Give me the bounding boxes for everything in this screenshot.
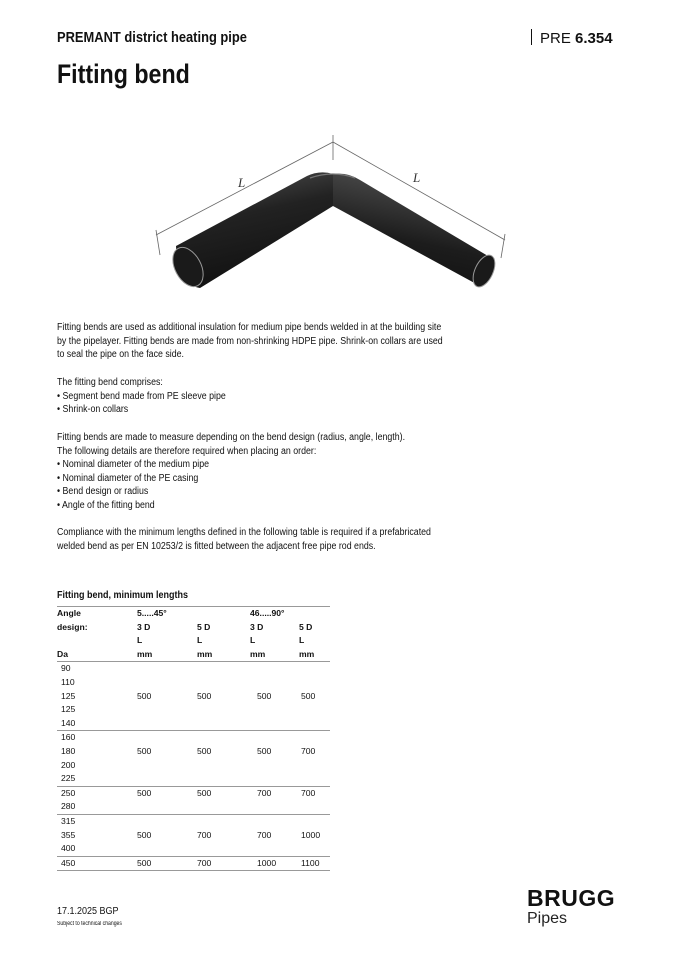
table-header-row xyxy=(57,634,330,648)
document-reference xyxy=(531,29,613,47)
length-value: 500 xyxy=(137,690,152,701)
length-value: 700 xyxy=(257,829,272,840)
angle-range-2: 46.....90° xyxy=(250,608,285,618)
da-value: 110 xyxy=(61,676,75,687)
compliance-line: welded bend as per EN 10253/2 is fitted between the adjacent free pipe rod ends. xyxy=(57,540,376,552)
length-value: 500 xyxy=(137,857,152,868)
table-row xyxy=(57,772,330,787)
order-section xyxy=(57,431,657,512)
document-series-title: PREMANT district heating pipe xyxy=(57,29,247,46)
list-item: • Segment bend made from PE sleeve pipe xyxy=(57,390,226,402)
design-label: design: xyxy=(57,621,88,632)
list-item: • Angle of the fitting bend xyxy=(57,499,155,511)
comprises-section xyxy=(57,376,657,417)
divider xyxy=(531,29,532,45)
table-row xyxy=(57,759,330,773)
length-value: 700 xyxy=(197,829,212,840)
unit-label: mm xyxy=(250,648,266,659)
length-value: 500 xyxy=(197,690,212,701)
design-3d: 3 D xyxy=(137,621,151,632)
length-value: 700 xyxy=(301,787,316,798)
table-row xyxy=(57,731,330,745)
table-caption: Fitting bend, minimum lengths xyxy=(57,590,188,601)
da-value: 400 xyxy=(61,843,76,854)
da-value: 225 xyxy=(61,773,76,784)
length-value: 500 xyxy=(257,690,272,701)
length-value: 700 xyxy=(197,857,212,868)
brand-logo-sub: Pipes xyxy=(527,910,568,927)
design-3d: 3 D xyxy=(250,621,264,632)
length-symbol: L xyxy=(299,635,305,646)
table-row xyxy=(57,857,330,872)
intro-line: to seal the pipe on the face side. xyxy=(57,349,184,360)
compliance-paragraph xyxy=(57,526,657,553)
intro-line: by the pipelayer. Fitting bends are made from non-shrinking HDPE pipe. Shrink-on collars are used xyxy=(57,335,443,347)
length-value: 500 xyxy=(137,787,152,798)
da-value: 450 xyxy=(61,857,76,868)
table-row xyxy=(57,662,330,676)
da-value: 125 xyxy=(61,704,76,715)
da-value: 125 xyxy=(61,690,76,701)
da-value: 140 xyxy=(61,717,76,728)
page-title: Fitting bend xyxy=(57,59,190,89)
doc-prefix: PRE xyxy=(540,30,571,47)
intro-line: Fitting bends are used as additional insulation for medium pipe bends welded in at the building site xyxy=(57,322,442,333)
length-value: 700 xyxy=(257,787,272,798)
da-value: 280 xyxy=(61,801,76,812)
length-symbol: L xyxy=(250,635,256,646)
list-item: • Bend design or radius xyxy=(57,486,149,497)
length-label-left: L xyxy=(238,175,246,190)
length-value: 500 xyxy=(137,745,152,756)
unit-label: mm xyxy=(197,648,213,659)
pipe-segment-right xyxy=(333,174,491,286)
table-row xyxy=(57,703,330,717)
length-value: 500 xyxy=(301,690,316,701)
order-line: The following details are therefore required when placing an order: xyxy=(57,445,317,457)
da-value: 355 xyxy=(61,829,76,840)
table-row xyxy=(57,787,330,801)
table-row xyxy=(57,800,330,815)
table-row xyxy=(57,829,330,843)
doc-number: 6.354 xyxy=(575,30,613,47)
table-header-row xyxy=(57,621,330,635)
list-item: • Nominal diameter of the PE casing xyxy=(57,472,199,484)
length-value: 1100 xyxy=(301,857,320,868)
length-value: 700 xyxy=(301,745,316,756)
da-value: 90 xyxy=(61,663,71,674)
minimum-lengths-table xyxy=(57,606,330,871)
design-5d: 5 D xyxy=(197,621,211,632)
angle-label: Angle xyxy=(57,608,81,618)
da-value: 160 xyxy=(61,732,76,743)
list-item: • Shrink-on collars xyxy=(57,404,129,415)
unit-label: mm xyxy=(299,648,315,659)
length-value: 500 xyxy=(197,787,212,798)
footer-date: 17.1.2025 BGP xyxy=(57,906,119,917)
length-symbol: L xyxy=(197,635,203,646)
table-header-row xyxy=(57,607,330,621)
table-row xyxy=(57,676,330,690)
da-value: 180 xyxy=(61,745,76,756)
table-row xyxy=(57,690,330,704)
order-line: Fitting bends are made to measure depending on the bend design (radius, angle, length). xyxy=(57,432,406,443)
intro-paragraph xyxy=(57,321,657,362)
table-row xyxy=(57,745,330,759)
length-value: 500 xyxy=(257,745,272,756)
design-5d: 5 D xyxy=(299,621,313,632)
length-value: 1000 xyxy=(257,857,277,868)
length-symbol: L xyxy=(137,635,143,646)
list-item: • Nominal diameter of the medium pipe xyxy=(57,459,210,470)
compliance-line: Compliance with the minimum lengths defined in the following table is required if a prefabricated xyxy=(57,527,431,538)
table-row xyxy=(57,842,330,857)
da-value: 315 xyxy=(61,815,76,826)
unit-label: mm xyxy=(137,648,153,659)
length-value: 1000 xyxy=(301,829,321,840)
table-row xyxy=(57,815,330,829)
table-row xyxy=(57,717,330,732)
length-value: 500 xyxy=(137,829,152,840)
footer-note: Subject to technical changes xyxy=(57,921,122,927)
length-label-right: L xyxy=(413,170,421,185)
brand-logo-name: BRUGG xyxy=(527,885,616,911)
table-body xyxy=(57,662,330,871)
da-label: Da xyxy=(57,648,68,659)
table-header-row xyxy=(57,648,330,663)
da-value: 200 xyxy=(61,759,76,770)
da-value: 250 xyxy=(61,787,76,798)
comprises-heading: The fitting bend comprises: xyxy=(57,377,163,388)
angle-range-1: 5.....45° xyxy=(137,608,167,618)
fitting-bend-illustration xyxy=(150,130,520,310)
length-value: 500 xyxy=(197,745,212,756)
